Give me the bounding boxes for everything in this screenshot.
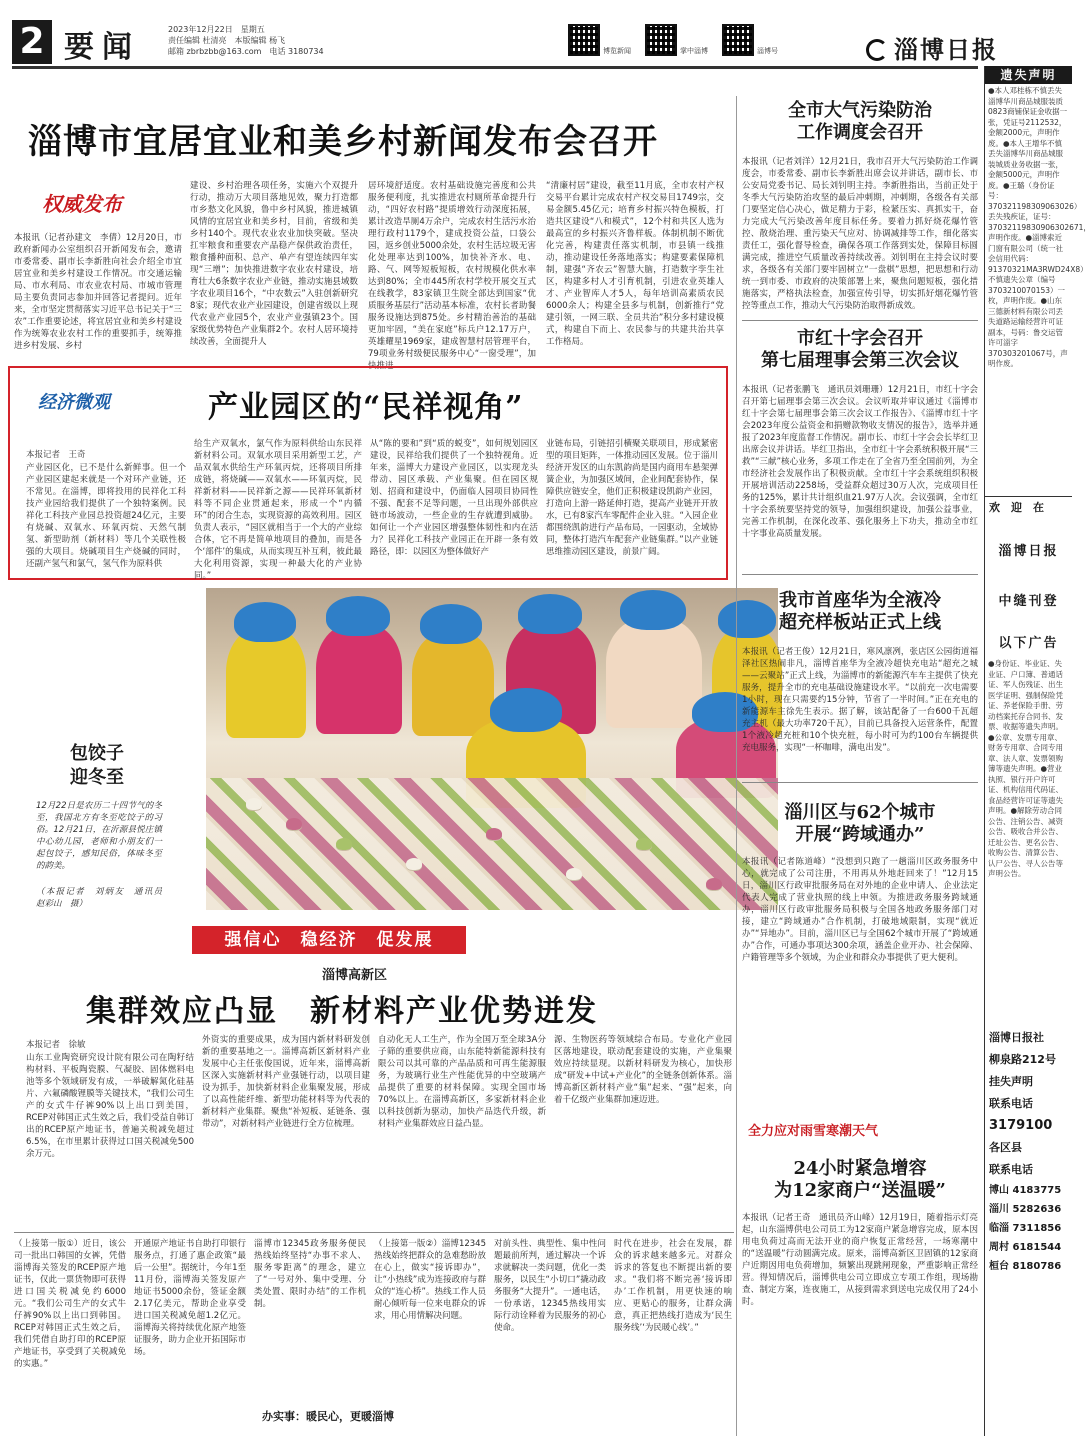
- air-headline: [742, 100, 978, 144]
- lead-col-1: 本报讯（记者孙建文 李倩）12月20日，市政府新闻办公室组织召开新闻发布会，邀请市委常委、副市长李新胜向社会介绍全市宜居宜业和美乡村建设工作情况。市交通运输局、市水利局、市农业农村局、市城市管理局主要负责同志参加并回答记者提问。近年来，全市坚定贯彻落实习近平总书记关于“三农”工作重要论述，将宜居宜业和美乡村建设作为统筹农业农村工作的重要抓手，统筹推进乡村发展、乡村: [14, 233, 182, 351]
- hair-cap: [326, 596, 390, 636]
- sidebar-phone: 淄川 5282636: [989, 1204, 1062, 1215]
- hair-cap: [420, 604, 482, 644]
- zichuan-headline-line1: 淄川区与62个城市: [784, 802, 936, 823]
- bottom-col-5: 对前头性、典型性、集中性问题最前所判，通过解决一个诉求就解决一类问题，优化一类服务，以民生“小切口”撬动政务服务“大提升”。一通电话，一份承诺，12345热线用实际行动诠释着为民服务的初心使命。: [494, 1239, 606, 1333]
- child-figure: [412, 632, 494, 736]
- qr-group-3[interactable]: [722, 24, 778, 56]
- feature-col-2: 给生产双氧水，氯气作为原料供给山东民祥新材料公司。双氧水项目采用新型工艺，产品双氧水供给生产环氧丙烷，还将项目所排成链，将烧碱——双氧水——环氧丙烷，民祥新材料——民祥新之源——民祥环氧新材料等不同企业贯通起来，形成一个“内循环”的闭合生态，实现资源的高效利用。园区负责人表示，“园区就相当于一个大的产业综合体，它不再是简单地项目的叠加，而是各个‘部件’的集成，从而实现互补互利，彼此最大化利用资源，实现一种最大化的产业协同。”: [194, 439, 362, 581]
- dumpling: [636, 838, 652, 850]
- dumpling-tray: [206, 778, 778, 910]
- bottom-col-6: 时代在进步，社会在发展，群众的诉求越来越多元。对群众诉求的答复也不断提出新的要求。“我们将不断完善‘接诉即办’工作机制，用更快速的响应、更贴心的服务，让群众满意，真正把热线打造成为‘民生服务线’‘为民暖心线’。”: [614, 1239, 732, 1333]
- divider: [742, 320, 978, 321]
- dumpling-photo: [206, 588, 778, 910]
- sidebar-office: 淄博日报社: [989, 1031, 1044, 1044]
- sidebar-notice-title: 遗失声明: [985, 66, 1072, 84]
- redcross-body: 本报讯（记者张鹏飞 通讯员刘珊珊）12月21日，市红十字会召开第七届理事会第三次会议。会议听取并审议通过《淄博市红十字会第七届理事会第三次会议工作报告》、《淄博市红十字会2023年度公益资金和捐赠款物收支情况的报告》，选举并通报了2023年度监督工作情况。副市长、市红十字会会长毕红卫出席会议并讲话。毕红卫指出，全市红十字会系统积极开展“三救”“三献”核心业务，多项工作走在了全省乃至全国前列，为全市经济社会发展作出了积极贡献。全市红十字会系统组织积极开展培训活动2258场，受益群众超过30万人次，完成项目任务的125%，累计共计组织血21.97万人次。会议强调，全市红十字会系统要坚持党的领导，加强组织建设，加强公益事业，完善工作机制，在深化改革、强化服务上下功夫，推动全市红十字事业高质量发展。: [742, 385, 978, 539]
- sidebar-notice2: 挂失声明: [989, 1075, 1033, 1088]
- feature-col-3: 从“陈的要和”到“质的蜕变”，如何规划园区建设，民祥给我们提供了一个独特视角。近年来，淄博大力建设产业园区，以实现龙头带动、园区承载、产业集聚。但在园区规划、招商和建设中，仍面临人园项目协同性不强、配套不足等问题，一旦出现外部供应链市场波动，一些企业的生存就遭到威胁。如何让一个产业园区增强整体韧性和内在活力？民祥化工科技产业园正在开辟一条有效路径，即：以园区为整体做好产: [370, 439, 538, 557]
- zichuan-body: 本报讯（记者陈道峰）“没想到只跑了一趟淄川区政务服务中心，就完成了公司注册，不用再从外地赶回来了！”12月15日，淄川区行政审批服务局在对外地的企业申请人、企业法定代表人完成了营业执照的线上申领。为推进政务服务跨域通办，淄川区行政审批服务局积极与全国各地政务服务部门对接，建立“跨域通办”合作机制，打破地域限制，实现“就近办”“异地办”。目前，淄川区已与全国62个城市开展了“跨域通办”合作，可通办事项达300余项，涵盖企业开办、社会保障、户籍管理等多个领域，为企业和群众办事提供了更大便利。: [742, 857, 978, 963]
- banner-col-3: 自动化无人工生产，作为全国万至全球3A分子筛的重要供应商，山东能特新能源科技有限公司以其可靠的产品品质和可再生能源服务，为玻璃行业生产性能优异的中空玻璃产品提供了重要的材料保障。实现全国市场70%以上。在淄博高新区，多家新材料企业以科技创新为驱动，加快产品迭代升级，新材料产业集群效应日益凸显。: [378, 1035, 546, 1129]
- qr-group-2[interactable]: [645, 24, 708, 56]
- child-figure: [316, 624, 402, 734]
- section-title: 要闻: [64, 30, 140, 65]
- huawei-headline-line1: 我市首座华为全液冷: [779, 590, 941, 611]
- editors-line: 责任编辑 杜清亮 本版编辑 杨飞: [168, 36, 286, 45]
- huawei-body: 本报讯（记者王俊）12月21日，寒风凛冽，张店区公园街道福泽社区热闹非凡，淄博首座华为全液冷超快充电站“超充之城——云聚站”正式上线，为淄博市的新能源汽车车主提供了快充服务，提升全市的充电基础设施建设水平。“以前充一次电需要1小时，现在只需要约15分钟，节省了一半时间。”正在充电的新能源车主徐先生表示。据了解，该站配备了一台600千瓦超充主机（最大功率720千瓦），目前已具备投入运营条件，配置1个液冷超充桩和10个快充桩，每小时可为约100台车辆提供充电服务，实现“一杯咖啡，满电出发”。: [742, 647, 978, 753]
- banner-kicker: 淄博高新区: [322, 968, 388, 983]
- banner-byline: 本报记者 徐敏: [26, 1040, 86, 1050]
- sidebar-hotline: 3179100: [989, 1118, 1053, 1133]
- logo-icon: [866, 39, 888, 61]
- bottom-rule: [14, 1232, 734, 1233]
- date-line: 2023年12月22日 星期五: [168, 25, 265, 34]
- huawei-headline: [742, 590, 978, 634]
- photo-credit: （本报记者 刘炳友 通讯员 赵彩山 摄）: [36, 887, 171, 909]
- dumpling: [406, 858, 422, 870]
- bottom-col-2: 开通原产地证书自助打印银行服务点，打通了惠企政策“最后一公里”。据统计，今年1至11月份，淄博海关签发原产地证书5000余份，签证金额2.17亿美元，帮助企业享受进口国关税减免超1.2亿元。淄博海关将持续优化原产地签证服务，助力企业开拓国际市场。: [134, 1239, 246, 1357]
- page-number: 2: [12, 20, 52, 64]
- zichuan-headline-line2: 开展“跨域通办”: [795, 824, 925, 845]
- teacher-figure: [606, 618, 702, 728]
- qr-group-1[interactable]: [568, 24, 631, 56]
- feature-col-4: 业链布局，引链招引横聚关联项目，形成紧密型的项目矩阵，一体推动园区发展。位于淄川经济开发区的山东凯韵尚是国内商用车悬架弹簧企业，为加强区域间，企业间配套协作，保障供应链安全，他们正积极建设凯韵产业园，打造向上游一路延伸打造，提高产业链开开放水，已有8家汽车零配件企业入驻。“入园企业都围绕凯韵进行产品布局，一园驱动，全域协同，整体打造汽车配套产业链集群。”以产业链思维推动园区建设，前景广阔。: [546, 439, 718, 557]
- feature-col-1: 产业园区化，已不是什么新鲜事。但一个产业园区建起来就是一个对环产业链，还不常见。在淄博，即将投用的民祥化工科技产业园给我们提供了一个独特案例。民祥化工科技产业园总投资超24亿元，主要有烧碱、双氧水、环氧丙烷、天然气制氢、新型助剂（新材料）等几个关联性极强的大项目。烧碱项目生产烧碱的同时，还副产氢气和氯气，氢气作为原料供: [26, 463, 186, 569]
- qr-code-icon: [722, 24, 754, 56]
- dumpling: [706, 878, 722, 890]
- sidebar-phone: 临淄 7311856: [989, 1223, 1062, 1234]
- sidebar-ad-body: ●身份证、毕业证、失业证、户口簿、普通话证、军人伤残证、出生医学证明、强制保险凭证、养老保险手册、劳动档案托存合同书、发票、收据等遗失声明。●公章、发票专用章、财务专用章、合同专用章、法人章、发票领购簿等遗失声明。●营业执照、银行开户许可证、机构信用代码证、食品经营许可证等遗失声明。●解除劳动合同公告、注销公告、减资公告、吸收合并公告、迁址公告、更名公告、收购公告、清算公告、认尸公告、寻人公告等声明公告。: [988, 659, 1063, 878]
- lead-col-4: “清廉村居”建设，截至11月底，全市农村产权交易平台累计完成农村产权交易目1749宗，交易金额5.45亿元；培育乡村振兴特色模板，打造共区建设“八和模式”，12个村和共区人选为最高宣的乡村振兴齐鲁样板。体制机制不断优化完善，构建责任落实机制，市县镇一线推动，推动建设任务落地落实；构建要素保障机制，建强“齐农云”智慧大脑，打造数字孪生社区，构建多村人才引育机制，引进农业英雄人才、产业智库人才5人，每年培训高素质农民6000余人；构建全县多与机制，创新推行“党建引领，一网三联、全员共治”积分多村建设模式，构建自下而上、农民参与的共建共治共享工作格局。: [546, 181, 724, 347]
- sidebar-paper: 淄博日报: [998, 544, 1059, 559]
- slogan-banner: 强信心 稳经济 促发展: [192, 926, 466, 954]
- sidebar-notice-body: ●本人邓桂栋不慎丢失淄博华川商品城服装质0823商铺保证金收据一张，凭证号2112532，金额2000元，声明作废。●本人王增华不慎丢失淄博华川商品城服装城质业务收据一张，金额5000元，声明作废。●王璐（身份证号：370321198309063026）丢失残疾证，证号：37032119830906302671，声明作废。●淄博索近门窗有限公司（统一社会信用代码：91370321MA3RWD24X8）不慎遗失公章（编号3703210070153）一枚，声明作废。●山东三德新材料有限公司丢失道路运输经营许可证副本，号码：鲁交运管许可淄字370303201067号，声明作废。: [988, 86, 1091, 368]
- dumpling: [566, 868, 582, 880]
- power-body: 本报讯（记者王奇 通讯员齐山峰）12月19日，随着指示灯亮起，山东淄博供电公司员工为12家商户紧急增容完成，原本因用电负荷过高而无法开业的商户恢复正常经营，一场寒潮中的“送温暖”行动圆满完成。原来，淄博高新区卫固镇的12家商户近期因用电负荷增加，频繁出现跳闸现象，严重影响正常经营。得知情况后，淄博供电公司立即成立专项工作组，现场勘查、制定方案，连夜施工，从接到需求到送电完成仅用了24小时。: [742, 1213, 978, 1307]
- bottom-col-4: （上接第一版②）淄博12345热线始终把群众的急难愁盼放在心上，做实“接诉即办”，让“小热线”成为连接政府与群众的“连心桥”。热线工作人员耐心倾听每一位来电群众的诉求，用心用情解决问题。: [374, 1239, 486, 1321]
- qr-label: 博览新闻: [603, 47, 631, 55]
- qr-code-icon: [645, 24, 677, 56]
- newspaper-logo: [866, 30, 998, 65]
- air-headline-line1: 全市大气污染防治: [788, 100, 932, 121]
- hair-cap: [518, 594, 582, 634]
- masthead-meta: [168, 24, 324, 57]
- sidebar-phone: 博山 4183775: [989, 1185, 1062, 1196]
- zichuan-headline: [742, 802, 978, 846]
- bottom-col-3: 淄博市12345政务服务便民热线始终坚持“办事不求人、服务零距离”的理念，建立了“一号对外、集中受理、分类处置、限时办结”的工作机制。: [254, 1239, 366, 1309]
- sidebar-phone: 桓台 8180786: [989, 1261, 1062, 1272]
- dumpling: [246, 798, 262, 810]
- qr-codes: [568, 24, 778, 56]
- divider: [742, 574, 978, 575]
- qr-label: 淄博号: [757, 47, 778, 55]
- sidebar-district-label: 各区县: [989, 1141, 1022, 1154]
- hair-cap: [490, 688, 562, 732]
- sidebar-phone: 周村 6181544: [989, 1242, 1062, 1253]
- hair-cap: [620, 590, 686, 630]
- feature-byline: 本报记者 王奇: [26, 450, 86, 460]
- bottom-col-3-subhead: 办实事：暖民心，更暖淄博: [262, 1410, 394, 1423]
- caption-title-line1: 包饺子: [70, 743, 124, 764]
- air-body: 本报讯（记者刘洋）12月21日，我市召开大气污染防治工作调度会，市委常委、副市长李新胜出席会议并讲话，副市长、市公安局党委书记、局长刘钊明主持。李新胜指出，当前正处于冬季大气污染防治攻坚的最后冲刺期，冲刺期，各级各有关部门要坚定信心决心，做足精力于彩，检紧压实、真抓实干，奋力完成大气污染改善年度目标任务。要着力抓好烧花爆竹管控、散烧治理、重污染天气应对、协调减排等工作，细化落实责任工，强化督导检查，确保各项工作落到实处，保障目标圆满完成，推进空气质量改善持续改善。刘钊明在主持会议时要求，各级各有关部门要牢固树立“一盘棋”思想，把思想和行动统一到市委、市政府的决策部署上来，聚焦问题短板，强化措施落实，严格执法检查，加强宣传引导，切实抓好烟花爆竹管控等重点工作，推动大气污染防治取得新成效。: [742, 157, 978, 311]
- lead-headline: 淄博市宜居宜业和美乡村新闻发布会召开: [28, 122, 658, 162]
- dumpling: [486, 828, 502, 840]
- newspaper-name: 淄博日报: [894, 35, 998, 64]
- sidebar-welcome: 欢 迎 在: [989, 501, 1044, 514]
- huawei-headline-line2: 超充样板站正式上线: [779, 612, 941, 633]
- sidebar-frequency: 中缝刊登: [998, 594, 1059, 609]
- power-headline-line1: 24小时紧急增容: [793, 1158, 927, 1179]
- lead-col-3: 居环境舒适度。农村基础设施完善度和公共服务便利度，扎实推进农村厕所革命提升行动，“四好农村路”提质增效行动深度拓展，累计改造旱厕4万余户，完成农村生活污水治理行政村1179个，建成投资公益，口袋公园，返乡创业5000余处，农村生活垃圾无害化处理率达到100%，加快补齐水、电、路、气、网等短板短板，农村规模化供水率达到80%；全市445所农村学校开展交互式在线教学，83家镇卫生院全部达到国家“优质服务基层行”活动基本标准，农村长者助餐服务设施达到875处。乡村精治善治的基础更加牢固，“美在家庭”标兵户12.17万户，英雄耀星1969家，建成智慧村居管理平台，79项业务村级便民服务中心“一窗受理”，加快推进: [368, 181, 536, 371]
- redcross-headline-line1: 市红十字会召开: [797, 328, 923, 349]
- feature-headline: 产业园区的“民祥视角”: [208, 390, 524, 425]
- column-rule: [736, 96, 737, 1436]
- air-headline-line2: 工作调度会召开: [797, 122, 923, 143]
- sidebar-hotline-label: 联系电话: [989, 1097, 1033, 1110]
- redcross-headline-line2: 第七届理事会第三次会议: [761, 350, 959, 371]
- banner-headline: 集群效应凸显 新材料产业优势迸发: [86, 994, 598, 1029]
- power-headline: [742, 1158, 978, 1202]
- bottom-col-1: （上接第一版①）近日，该公司一批出口韩国的女裤，凭借淄博海关签发的RCEP原产地证书，仅此一票货物即可获得进口国关税减免约6000元。“我们公司生产的女式牛仔裤90%以上出口到韩国。RCEP对韩国正式生效之后，我们凭借自助打印的RCEP原产地证书，享受到了关税减免的实惠。”: [14, 1239, 126, 1369]
- sidebar-district-contact: 联系电话: [989, 1163, 1033, 1176]
- sidebar-ad-title: 以下广告: [998, 636, 1059, 651]
- hair-cap: [234, 602, 296, 642]
- feature-tag: 经济微观: [38, 392, 110, 413]
- photo-caption-title: [70, 742, 124, 790]
- banner-col-1: 山东工业陶瓷研究设计院有限公司在陶籽结构材料、平板陶瓷膜、气凝胶、固体燃料电池等多个领域研发有成，一举破解氮化硅基片、六氟磷酸锂膜等关键技术，“我们公司生产的女式牛仔裤90%以上出口到美国，RCEP对韩国正式生效之后，我们受益自韩订出的RCEP原产地证书，普遍关税减免超过6.5%，在市里累计获得过口国关税减免500余万元。: [26, 1053, 194, 1159]
- qr-code-icon: [568, 24, 600, 56]
- banner-col-2: 外资实的重要成果，成为国内新材料研发创新的重要基地之一。淄博高新区新材料产业发展中心主任张俊国说，近年来，淄博高新区深入实施新材料产业强链行动，以项目建设为抓手，加快新材料企业集聚发展，形成了以高性能纤维、新型功能材料等为代表的新材料产业集群。聚焦“补短板、延链条、强带动”，对新材料产业链进行全方位梳理。: [202, 1035, 370, 1129]
- weather-tag: 全力应对雨雪寒潮天气: [748, 1124, 879, 1139]
- sidebar-address: 柳泉路212号: [989, 1053, 1056, 1066]
- divider: [742, 782, 978, 783]
- photo-caption-body: 12月22日是农历二十四节气的冬至，我国北方有冬至吃饺子的习俗。12月21日，在沂源县悦庄镇中心幼儿园，老师和小朋友们一起包饺子，感知民俗，体味冬至的韵美。: [36, 801, 162, 871]
- contact-line: 邮箱 zbrbzbb@163.com 电话 3180734: [168, 47, 324, 56]
- caption-title-line2: 迎冬至: [70, 767, 124, 788]
- lead-col-2: 建设、乡村治理各项任务，实施六个双提升行动，推动万大项目落地见效，聚力打造都市乡愁文化风貌，鲁中乡村风貌，推进城镇风情的宜居宜业和美乡村，目前，省级和美乡村140个。现代农业农业加快突破。坚决扛牢粮食和重要农产品稳产保供政治责任，粮食播种面积、总产、单产有望连续四年实现“三增”；加快推进数字农业农村建设，培育壮大6条数字农业产业链，推动实施县域数字农业项目16个，“中农数云”入驻创新研究8家；现代农业产业园建设，创建省级以上现代农业产业园5个，农业产业强镇23个。国家级优势特色产业集群2个。农村人居环境持续改善，全面提升人: [190, 181, 358, 347]
- child-figure: [226, 628, 306, 738]
- banner-col-4: 源、生物医药等领域综合布局。专业化产业园区落地建设，联动配套建设的实施，产业集聚效应持续显现。以新材料研发为核心，加快形成“研发+中试+产业化”的全链条创新体系。淄博高新区新材料产业“集”起来、“强”起来，向着千亿级产业集群加速迈进。: [554, 1035, 732, 1105]
- power-headline-line2: 为12家商户“送温暖”: [774, 1180, 946, 1201]
- sidebar: [984, 66, 1091, 1436]
- lead-tag: 权威发布: [42, 192, 122, 216]
- masthead-rule: [12, 66, 978, 69]
- qr-label: 掌中淄博: [680, 47, 708, 55]
- dumpling: [336, 838, 352, 850]
- dumpling: [286, 818, 302, 830]
- redcross-headline: [742, 328, 978, 372]
